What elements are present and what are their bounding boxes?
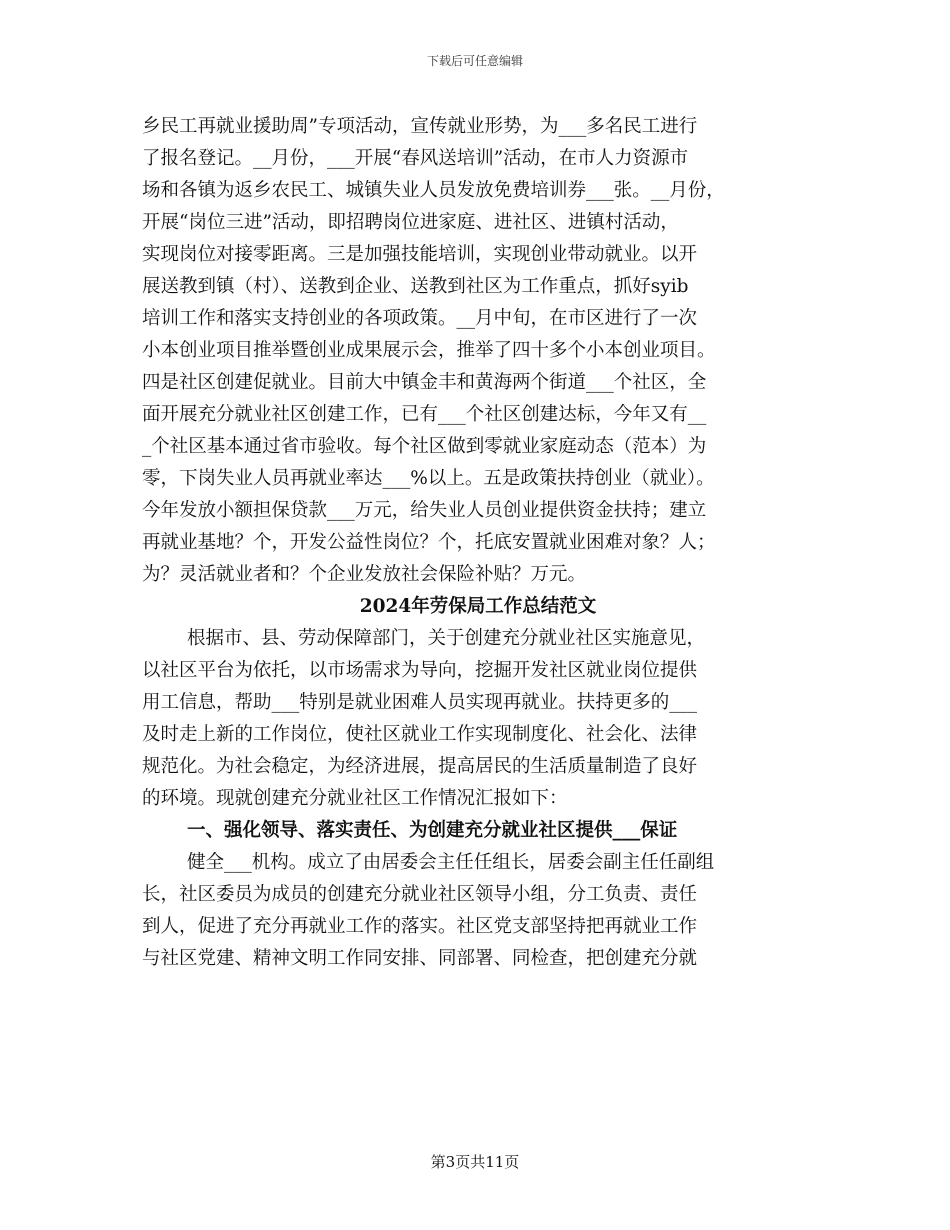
body-line: 开展“岗位三进”活动，即招聘岗位进家庭、进社区、进镇村活动， (142, 212, 679, 233)
document-body (142, 111, 814, 975)
body-line: 培训工作和落实支持创业的各项政策。__月中旬，在市区进行了一次 (142, 308, 698, 329)
body-line: 面开展充分就业社区创建工作，已有___个社区创建达标，今年又有__ (142, 404, 707, 425)
body-line: 乡民工再就业援助周”专项活动，宣传就业形势，为___多名民工进行 (142, 116, 698, 137)
page-footer: 第3页共11页 (430, 1153, 520, 1171)
body-line: 与社区党建、精神文明工作同安排、同部署、同检查，把创建充分就 (142, 948, 698, 969)
body-line: 规范化。为社会稳定，为经济进展，提高居民的生活质量制造了良好 (142, 756, 698, 777)
body-line: 实现岗位对接零距离。三是加强技能培训，实现创业带动就业。以开 (142, 244, 698, 265)
body-line: 长，社区委员为成员的创建充分就业社区领导小组，分工负责、责任 (142, 884, 698, 905)
body-line: 展送教到镇（村）、送教到企业、送教到社区为工作重点，抓好syib (142, 276, 689, 297)
body-line: 健全___机构。成立了由居委会主任任组长，居委会副主任任副组 (187, 852, 715, 873)
body-line: 场和各镇为返乡农民工、城镇失业人员发放免费培训券___张。__月份， (142, 180, 725, 201)
body-line: 四是社区创建促就业。目前大中镇金丰和黄海两个街道___个社区，全 (142, 372, 707, 393)
section-title: 2024年劳保局工作总结范文 (359, 596, 597, 617)
subheading: 一、强化领导、落实责任、为创建充分就业社区提供___保证 (187, 820, 678, 841)
body-line: 以社区平台为依托，以市场需求为导向，挖掘开发社区就业岗位提供 (142, 660, 698, 681)
body-line: 根据市、县、劳动保障部门，关于创建充分就业社区实施意见， (187, 628, 706, 649)
body-line: 的环境。现就创建充分就业社区工作情况汇报如下： (142, 788, 568, 809)
body-line: 今年发放小额担保贷款___万元，给失业人员创业提供资金扶持；建立 (142, 500, 707, 521)
page-header: 下载后可任意编辑 (426, 54, 523, 68)
body-line: 了报名登记。__月份，___开展“春风送培训”活动，在市人力资源市 (142, 148, 689, 169)
body-line: 用工信息，帮助___特别是就业困难人员实现再就业。扶持更多的___ (142, 692, 698, 713)
body-line: _个社区基本通过省市验收。每个社区做到零就业家庭动态（范本）为 (142, 436, 707, 457)
body-line: 小本创业项目推举暨创业成果展示会，推举了四十多个小本创业项目。 (142, 340, 716, 361)
body-line: 零，下岗失业人员再就业率达___%以上。五是政策扶持创业（就业）。 (142, 468, 715, 489)
body-line: 及时走上新的工作岗位，使社区就业工作实现制度化、社会化、法律 (142, 724, 698, 745)
body-line: 到人，促进了充分再就业工作的落实。社区党支部坚持把再就业工作 (142, 916, 698, 937)
body-line: 为？灵活就业者和？个企业发放社会保险补贴？万元。 (142, 564, 587, 585)
body-line: 再就业基地？个，开发公益性岗位？个，托底安置就业困难对象？人； (142, 532, 716, 553)
